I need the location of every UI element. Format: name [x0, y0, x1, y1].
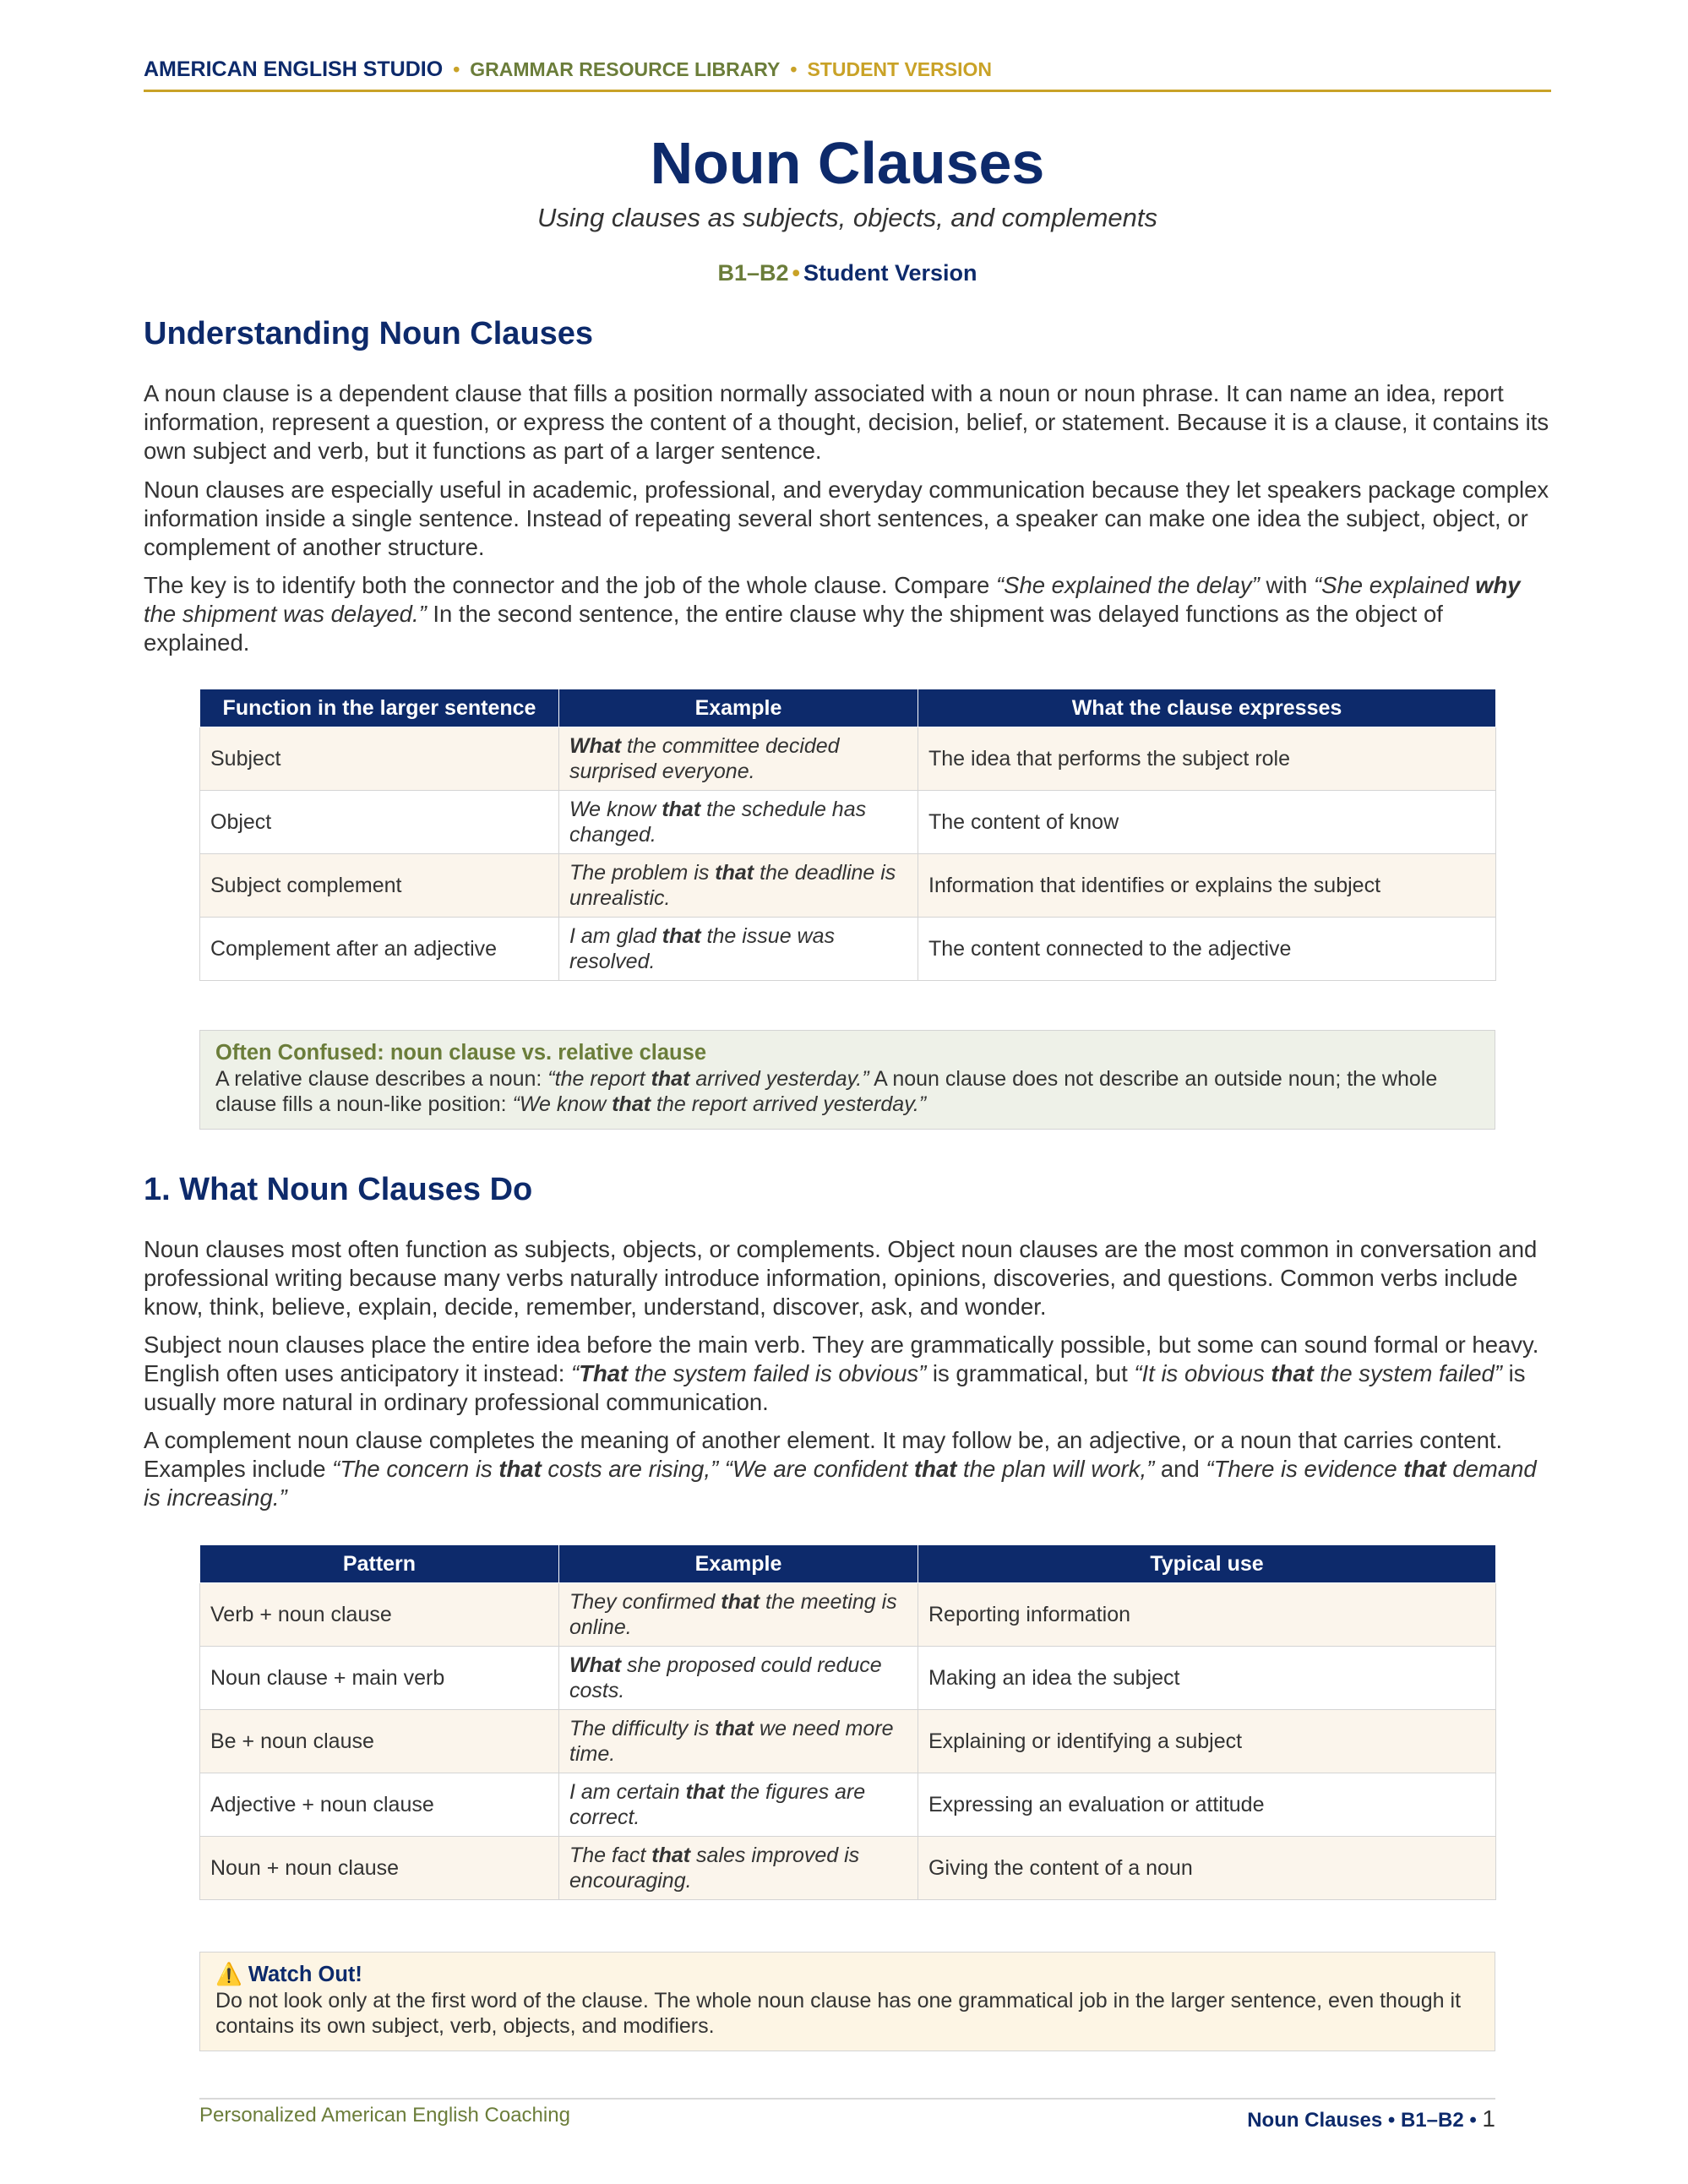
table-row	[200, 854, 1496, 918]
library-name: GRAMMAR RESOURCE LIBRARY	[470, 58, 781, 80]
table-row	[200, 1710, 1496, 1773]
use-cell: Making an idea the subject	[918, 1647, 1496, 1710]
example-cell: I am certain that the figures are correct.	[559, 1773, 918, 1837]
watch-out-body: Do not look only at the first word of the clause. The whole noun clause has one grammatical job in the larger sentence, even though it contains its own subject, verb, objects, and modifiers.	[215, 1989, 1462, 2038]
expresses-cell: The content connected to the adjective	[918, 918, 1496, 981]
example-cell: We know that the schedule has changed.	[559, 791, 918, 854]
pattern-cell: Be + noun clause	[200, 1710, 559, 1773]
pattern-cell: Noun + noun clause	[200, 1837, 559, 1900]
level-line	[144, 260, 1551, 286]
function-cell: Complement after an adjective	[200, 918, 559, 981]
section-heading-understanding: Understanding Noun Clauses	[144, 316, 594, 351]
pattern-cell: Adjective + noun clause	[200, 1773, 559, 1837]
page-subtitle: Using clauses as subjects, objects, and complements	[536, 203, 1158, 232]
watch-out-callout	[199, 1952, 1495, 2051]
brand-name: AMERICAN ENGLISH STUDIO	[144, 57, 444, 81]
footer-right-text: Noun Clauses • B1–B2 • 1	[1247, 2105, 1495, 2132]
column-header: What the clause expresses	[918, 689, 1496, 727]
section2-paragraph-3: A complement noun clause completes the meaning of another element. It may follow be, an adjective, or a noun that carries content. Examples include “The concern is that costs are rising,” “We are confident that the plan will work,” and “There is evidence that demand is increasing.”	[144, 1427, 1537, 1511]
column-header: Example	[559, 1545, 918, 1583]
column-header: Example	[559, 689, 918, 727]
function-cell: Subject	[200, 727, 559, 791]
footer-left-text: Personalized American English Coaching	[199, 2104, 570, 2127]
footer-divider	[199, 2098, 1495, 2100]
expresses-cell: The idea that performs the subject role	[918, 727, 1496, 791]
use-cell: Explaining or identifying a subject	[918, 1710, 1496, 1773]
example-cell: What she proposed could reduce costs.	[559, 1647, 918, 1710]
level-badge: B1–B2	[717, 260, 789, 286]
intro-paragraph-3: The key is to identify both the connector and the job of the whole clause. Compare “She explained the delay” with “She explained why the shipment was delayed.” In the second sentence, the entire clause why the shipment was delayed functions as the object of explained.	[144, 572, 1521, 656]
example-cell: I am glad that the issue was resolved.	[559, 918, 918, 981]
page-number: 1	[1482, 2105, 1495, 2132]
warning-icon: ⚠️	[215, 1963, 242, 1986]
example-cell: The fact that sales improved is encouraging.	[559, 1837, 918, 1900]
use-cell: Reporting information	[918, 1583, 1496, 1647]
functions-table	[199, 689, 1496, 981]
student-version-label: Student Version	[803, 260, 977, 286]
table-row	[200, 918, 1496, 981]
function-cell: Object	[200, 791, 559, 854]
document-page	[144, 0, 1551, 2184]
table-row	[200, 1773, 1496, 1837]
callout-body: A relative clause describes a noun: “the report that arrived yesterday.” A noun clause does not describe an outside noun; the whole clause fills a noun-like position: “We know that the report arrived yesterday.”	[215, 1067, 1438, 1116]
section2-paragraph-1: Noun clauses most often function as subjects, objects, or complements. Object noun clauses are the most common in conversation and professional writing because many verbs naturally introduce information, opinions, discoveries, and questions. Common verbs include know, think, believe, explain, decide, remember, understand, discover, ask, and wonder.	[144, 1236, 1538, 1320]
table-header-row	[200, 1545, 1496, 1583]
example-cell: The problem is that the deadline is unrealistic.	[559, 854, 918, 918]
column-header: Pattern	[200, 1545, 559, 1583]
watch-out-title: ⚠️ Watch Out!	[215, 1963, 362, 1986]
intro-paragraph-2: Noun clauses are especially useful in academic, professional, and everyday communication because they let speakers package complex information inside a single sentence. Instead of repeating several short sentences, a speaker can make one idea the subject, object, or complement of another structure.	[144, 477, 1549, 560]
expresses-cell: Information that identifies or explains the subject	[918, 854, 1496, 918]
table-row	[200, 791, 1496, 854]
table-row	[200, 1583, 1496, 1647]
version-label: STUDENT VERSION	[807, 58, 992, 80]
example-cell: They confirmed that the meeting is online.	[559, 1583, 918, 1647]
table-row	[200, 1837, 1496, 1900]
level-separator: •	[792, 260, 800, 286]
expresses-cell: The content of know	[918, 791, 1496, 854]
patterns-table	[199, 1544, 1496, 1900]
table-header-row	[200, 689, 1496, 727]
header-separator: •	[453, 58, 460, 80]
pattern-cell: Noun clause + main verb	[200, 1647, 559, 1710]
pattern-cell: Verb + noun clause	[200, 1583, 559, 1647]
page-title: Noun Clauses	[650, 130, 1045, 196]
callout-title: Often Confused: noun clause vs. relative clause	[215, 1041, 706, 1065]
section2-paragraph-2: Subject noun clauses place the entire idea before the main verb. They are grammatically possible, but some can sound formal or heavy. English often uses anticipatory it instead: “That the system failed is obvious” is grammatical, but “It is obvious that the system failed” is usually more natural in ordinary professional communication.	[144, 1332, 1539, 1415]
use-cell: Giving the content of a noun	[918, 1837, 1496, 1900]
example-cell: What the committee decided surprised everyone.	[559, 727, 918, 791]
table-row	[200, 727, 1496, 791]
column-header: Function in the larger sentence	[200, 689, 559, 727]
use-cell: Expressing an evaluation or attitude	[918, 1773, 1496, 1837]
often-confused-callout	[199, 1030, 1495, 1130]
function-cell: Subject complement	[200, 854, 559, 918]
column-header: Typical use	[918, 1545, 1496, 1583]
table-row	[200, 1647, 1496, 1710]
example-cell: The difficulty is that we need more time.	[559, 1710, 918, 1773]
header-separator: •	[790, 58, 798, 80]
intro-paragraph-1: A noun clause is a dependent clause that fills a position normally associated with a noun or noun phrase. It can name an idea, report information, represent a question, or express the content of a thought, decision, belief, or statement. Because it is a clause, it contains its own subject and verb, but it functions as part of a larger sentence.	[144, 380, 1549, 464]
section-heading-what-noun-clauses-do: 1. What Noun Clauses Do	[144, 1172, 533, 1207]
header-bar	[144, 57, 1551, 92]
